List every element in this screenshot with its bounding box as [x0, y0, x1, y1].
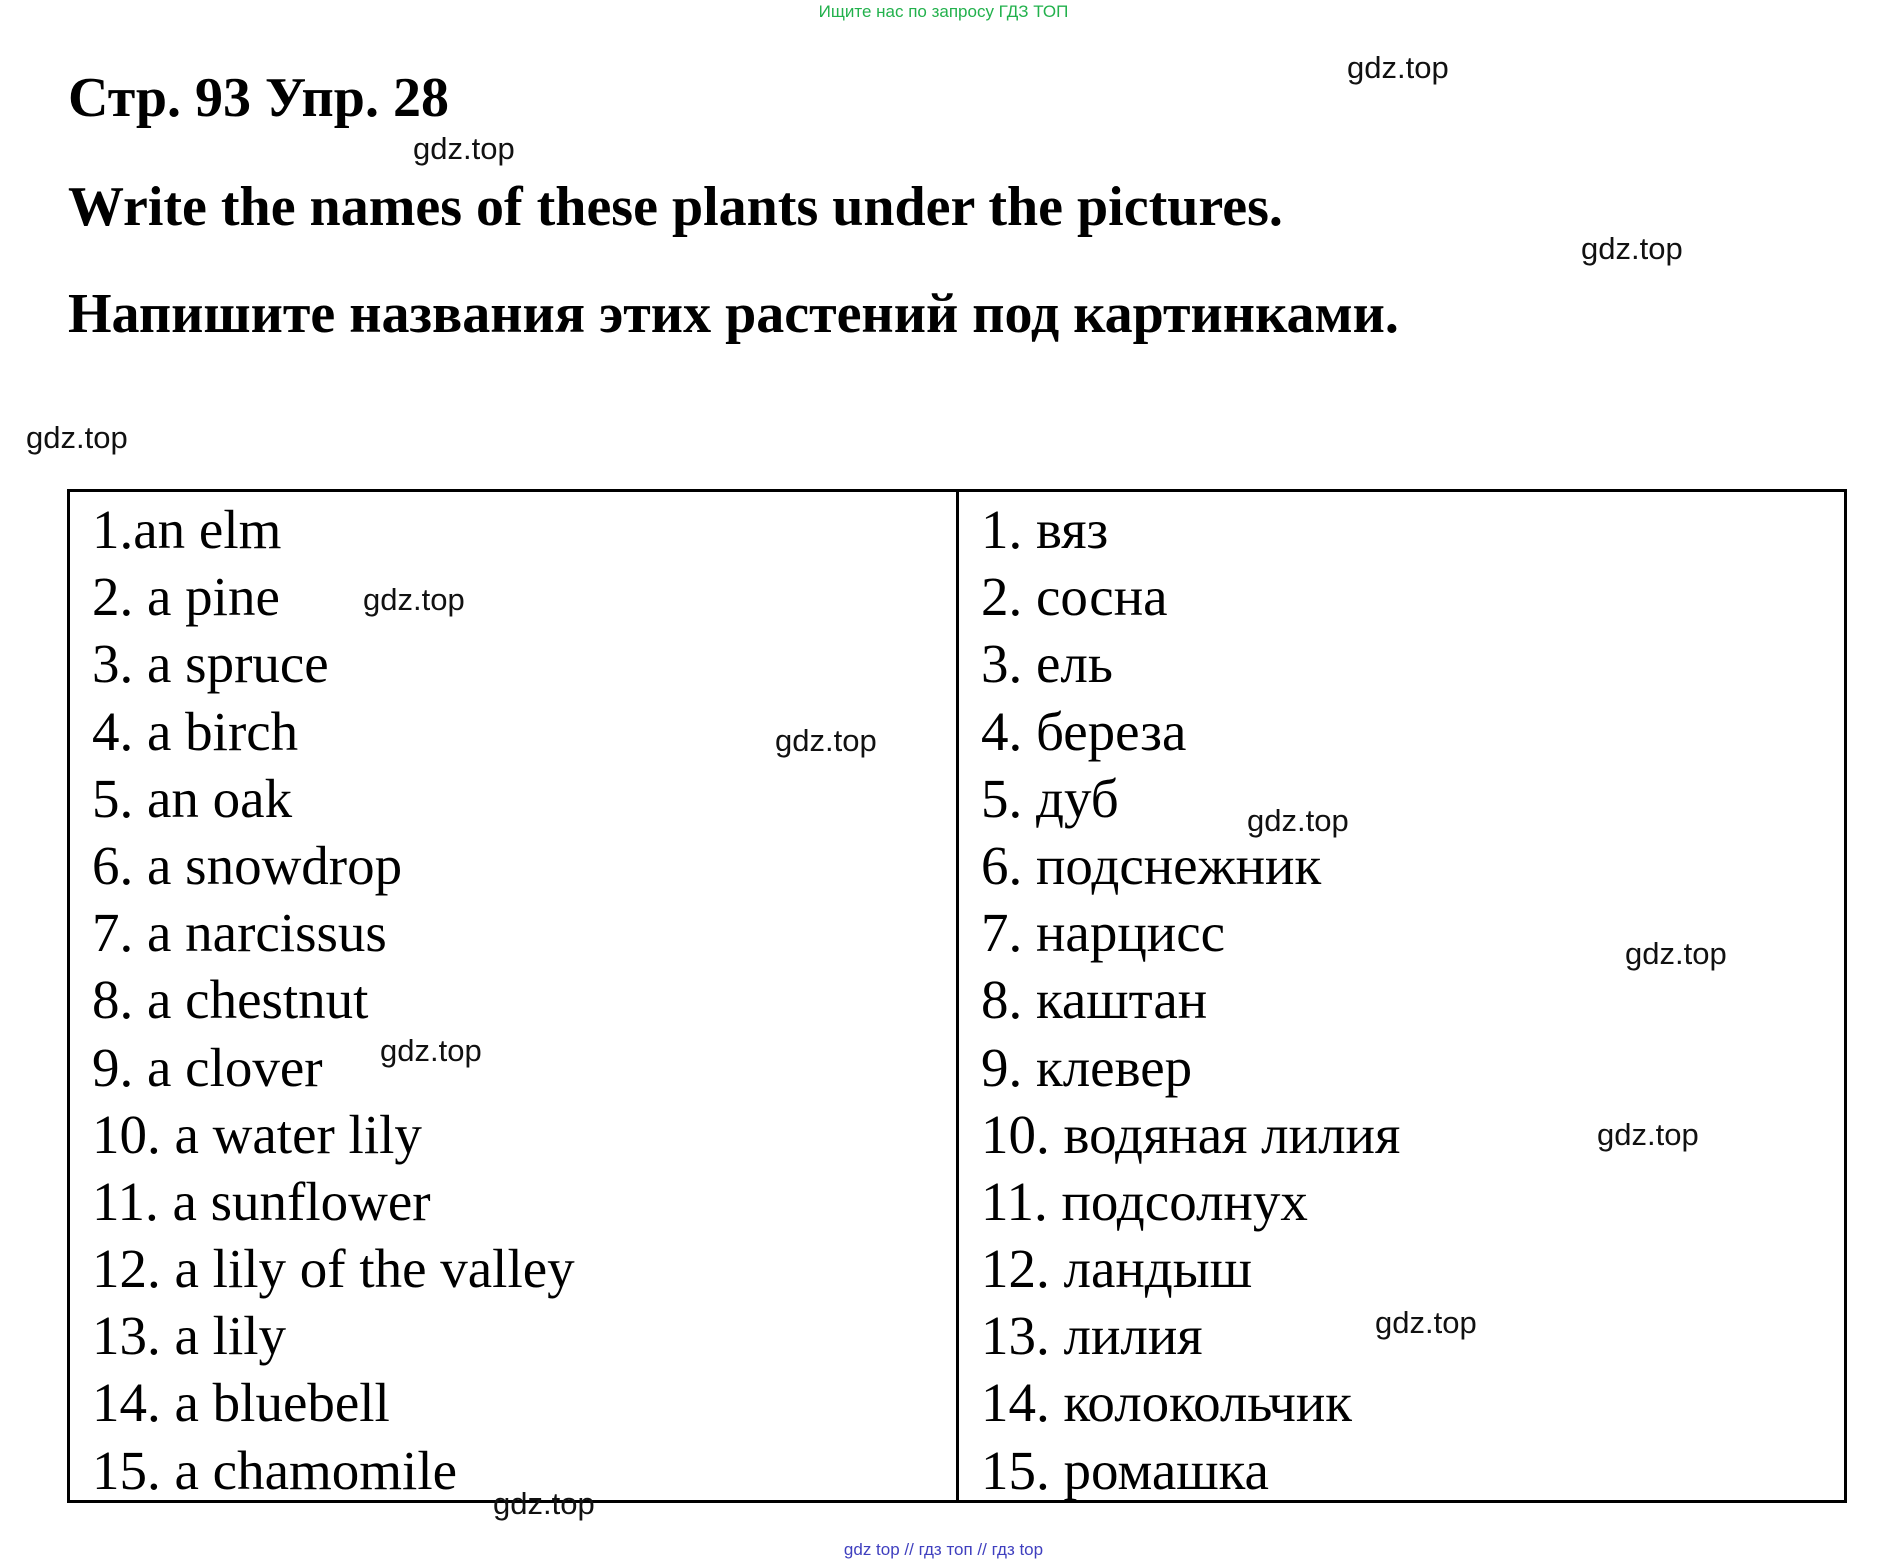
- list-item: 7. нарцисс: [981, 902, 1226, 964]
- list-item: 3. ель: [981, 633, 1113, 695]
- watermark: gdz.top: [1375, 1305, 1477, 1340]
- watermark: gdz.top: [1581, 231, 1683, 266]
- list-item: 14. a bluebell: [92, 1372, 390, 1434]
- list-item: 8. a chestnut: [92, 969, 369, 1031]
- list-item: 9. клевер: [981, 1036, 1193, 1098]
- answer-table: [67, 489, 1847, 1503]
- watermark: gdz.top: [493, 1486, 595, 1521]
- watermark: gdz.top: [1347, 50, 1449, 85]
- english-column: [70, 492, 959, 1500]
- watermark: gdz.top: [26, 420, 128, 455]
- footer-links[interactable]: gdz top // гдз топ // гдз top: [843, 1540, 1044, 1559]
- list-item: 15. ромашка: [981, 1439, 1269, 1501]
- list-item: 2. a pine: [92, 566, 280, 628]
- instruction-english: Write the names of these plants under the pictures.: [68, 176, 1283, 238]
- list-item: 12. ландыш: [981, 1238, 1253, 1300]
- watermark: gdz.top: [1625, 936, 1727, 971]
- list-item: 7. a narcissus: [92, 902, 387, 964]
- list-item: 5. an oak: [92, 767, 293, 829]
- watermark: gdz.top: [413, 131, 515, 166]
- watermark: gdz.top: [363, 582, 465, 617]
- list-item: 3. a spruce: [92, 633, 329, 695]
- list-item: 11. a sunflower: [92, 1170, 431, 1232]
- top-search-link[interactable]: Ищите нас по запросу ГДЗ ТОП: [818, 2, 1069, 21]
- list-item: 6. a snowdrop: [92, 834, 403, 896]
- list-item: 5. дуб: [981, 767, 1119, 829]
- russian-column: [959, 492, 1844, 1500]
- list-item: 4. a birch: [92, 700, 299, 762]
- watermark: gdz.top: [380, 1033, 482, 1068]
- list-item: 4. береза: [981, 700, 1187, 762]
- list-item: 1. вяз: [981, 499, 1109, 560]
- list-item: 9. a clover: [92, 1036, 323, 1098]
- list-item: 11. подсолнух: [981, 1170, 1308, 1232]
- list-item: 10. водяная лилия: [981, 1103, 1401, 1165]
- list-item: 12. a lily of the valley: [92, 1238, 575, 1300]
- list-item: 8. каштан: [981, 969, 1208, 1031]
- page-title: Стр. 93 Упр. 28: [68, 67, 449, 129]
- instruction-russian: Напишите названия этих растений под картинками.: [68, 283, 1399, 345]
- list-item: 10. a water lily: [92, 1103, 422, 1165]
- watermark: gdz.top: [775, 723, 877, 758]
- watermark: gdz.top: [1597, 1117, 1699, 1152]
- list-item: 1.an elm: [92, 499, 282, 560]
- list-item: 14. колокольчик: [981, 1372, 1353, 1434]
- list-item: 15. a chamomile: [92, 1439, 458, 1501]
- list-item: 13. a lily: [92, 1305, 287, 1367]
- list-item: 6. подснежник: [981, 834, 1322, 896]
- list-item: 13. лилия: [981, 1305, 1203, 1367]
- list-item: 2. сосна: [981, 566, 1168, 628]
- watermark: gdz.top: [1247, 803, 1349, 838]
